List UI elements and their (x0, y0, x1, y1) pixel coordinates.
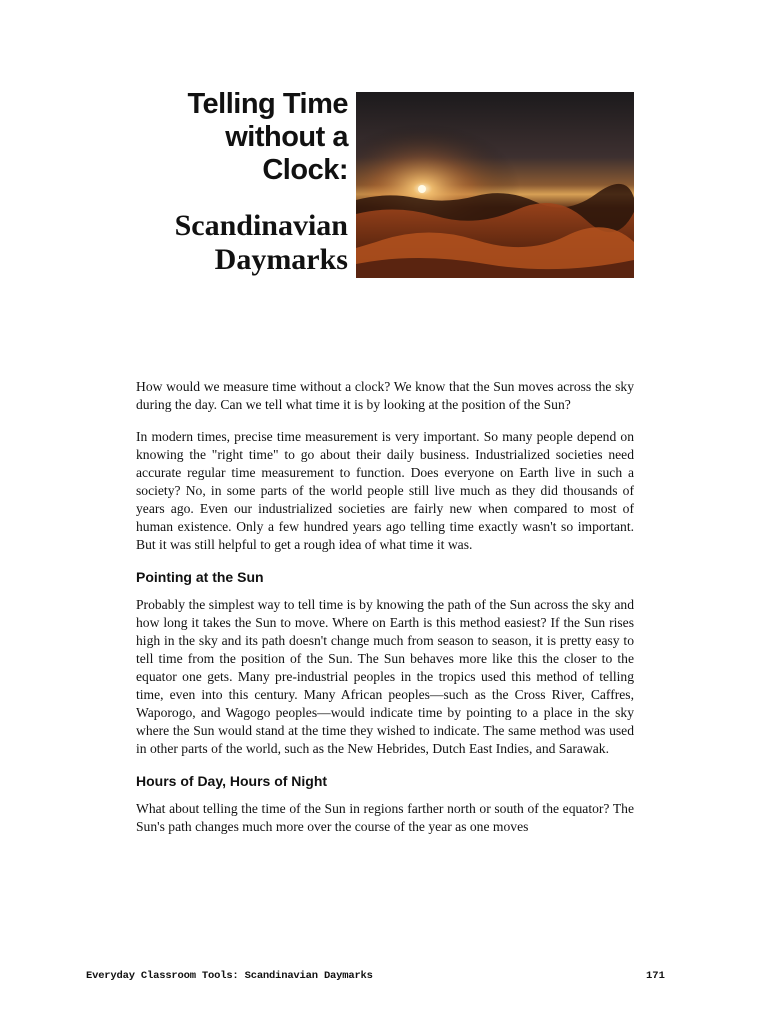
subtitle-line-1: Scandinavian (174, 209, 348, 242)
title-line-2: without a (225, 121, 348, 153)
paragraph-modern: In modern times, precise time measurement is very important. So many people depend on knowing the "right time" to go about their daily business. Industrialized societies need accurate regular time measurement to function. Does everyone on Earth live in such a society? No, in some parts of the world people still live much as they did thousands of years ago. Even our industrialized societies are fairly new when compared to most of human existence. Only a few hundred years ago telling time exactly wasn't so important. But it was still helpful to get a rough idea of what time it was. (136, 429, 634, 552)
heading-pointing: Pointing at the Sun (136, 569, 264, 585)
paragraph-intro: How would we measure time without a clock? We know that the Sun moves across the sky during the day. Can we tell what time it is by looking at the position of the Sun? (136, 379, 634, 412)
article-body (136, 378, 634, 850)
heading-hours: Hours of Day, Hours of Night (136, 773, 328, 789)
subtitle-line-2: Daymarks (214, 243, 348, 276)
sunset-photo (356, 92, 634, 278)
paragraph-pointing: Probably the simplest way to tell time is by knowing the path of the Sun across the sky and how long it takes the Sun to move. Where on Earth is this method easiest? If the Sun rises high in the sky and its path doesn't change much from season to season, it is pretty easy to tell time from the position of the Sun. The Sun behaves more like this the closer to the equator one gets. Many pre-industrial peoples in the tropics used this method of telling time, even into this century. Many African peoples—such as the Cross River, Caffres, Waporogo, and Wagogo peoples—would indicate time by pointing to a place in the sky where the Sun would stand at the time they wished to indicate. The same method was used in other parts of the world, such as the New Hebrides, Dutch East Indies, and Sarawak. (136, 597, 634, 756)
title-block (130, 88, 348, 277)
page-title (130, 88, 348, 187)
paragraph-hours: What about telling the time of the Sun in regions farther north or south of the equator? The Sun's path changes much more over the course of the year as one moves (136, 801, 634, 834)
footer-title: Everyday Classroom Tools: Scandinavian Daymarks (86, 970, 373, 982)
title-line-1: Telling Time (187, 88, 348, 120)
page-subtitle (130, 209, 348, 277)
sunset-photo-icon (356, 92, 634, 278)
title-line-3: Clock: (262, 154, 348, 186)
page-number: 171 (646, 970, 665, 982)
